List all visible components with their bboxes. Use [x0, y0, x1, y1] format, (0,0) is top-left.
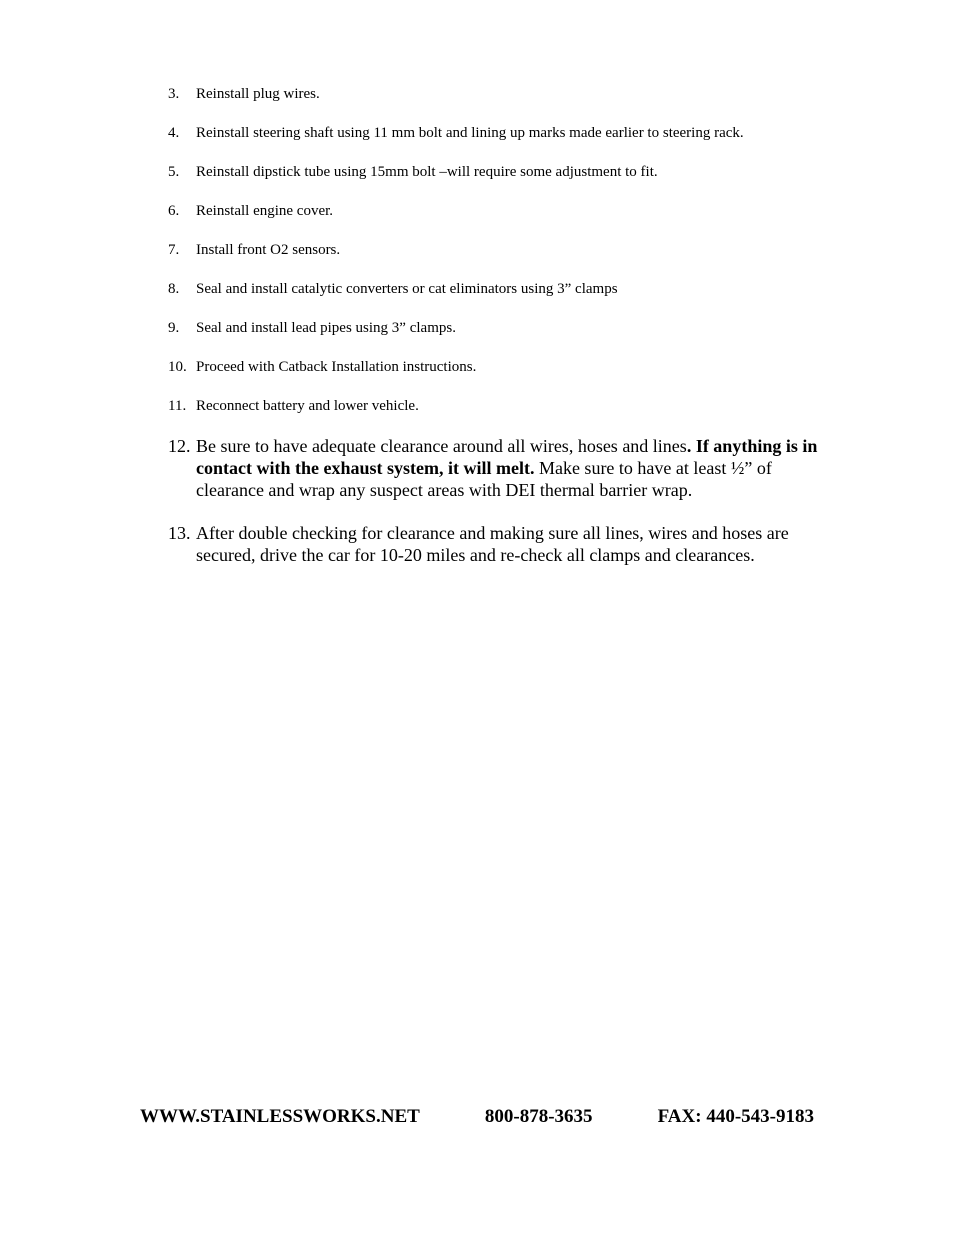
- step-text-part: Be sure to have adequate clearance around all wires, hoses and lines: [196, 436, 687, 456]
- step-number: 11.: [168, 398, 187, 414]
- step-text: Seal and install lead pipes using 3” clamps.: [196, 320, 456, 336]
- step-number: 5.: [168, 164, 180, 180]
- list-item: [168, 279, 818, 299]
- step-number: 6.: [168, 203, 180, 219]
- instruction-list: [168, 84, 818, 587]
- step-text: Reinstall dipstick tube using 15mm bolt –will require some adjustment to fit.: [196, 164, 658, 180]
- step-number: 9.: [168, 320, 180, 336]
- phone-number: 800-878-3635: [484, 1106, 593, 1127]
- step-text: Reinstall engine cover.: [196, 203, 334, 219]
- step-text: Reinstall plug wires.: [196, 86, 320, 102]
- list-item: [168, 240, 818, 260]
- step-number: 12.: [168, 436, 191, 456]
- step-number: 7.: [168, 242, 180, 258]
- list-item: [168, 201, 818, 221]
- list-item: [168, 162, 818, 182]
- website-text: WWW.STAINLESSWORKS.NET: [140, 1106, 420, 1127]
- list-item: [168, 357, 818, 377]
- step-number: 8.: [168, 281, 180, 297]
- step-text: Proceed with Catback Installation instructions.: [196, 359, 477, 375]
- step-text: Install front O2 sensors.: [196, 242, 341, 258]
- fax-number: FAX: 440-543-9183: [657, 1106, 814, 1127]
- contact-footer: [140, 1105, 814, 1129]
- list-item: [168, 435, 818, 501]
- step-number: 10.: [168, 359, 187, 375]
- warning-text: . If anything is in contact with the exhaust system, it will melt.: [196, 436, 818, 478]
- list-item: [168, 123, 818, 143]
- step-text: After double checking for clearance and making sure all lines, wires and hoses are secured, drive the car for 10-20 miles and re-check all clamps and clearances.: [196, 523, 789, 565]
- step-text: [196, 435, 818, 501]
- step-number: 13.: [168, 523, 191, 543]
- list-item: [168, 522, 818, 566]
- step-text: Reinstall steering shaft using 11 mm bolt and lining up marks made earlier to steering rack.: [196, 125, 744, 141]
- list-item: [168, 396, 818, 416]
- list-item: [168, 318, 818, 338]
- step-number: 4.: [168, 125, 180, 141]
- step-number: 3.: [168, 86, 180, 102]
- step-text: Reconnect battery and lower vehicle.: [196, 398, 419, 414]
- step-text-part: Make sure to have at least ½” of clearance and wrap any suspect areas with DEI thermal barrier wrap.: [196, 458, 772, 500]
- list-item: [168, 84, 818, 104]
- step-text: Seal and install catalytic converters or cat eliminators using 3” clamps: [196, 281, 618, 297]
